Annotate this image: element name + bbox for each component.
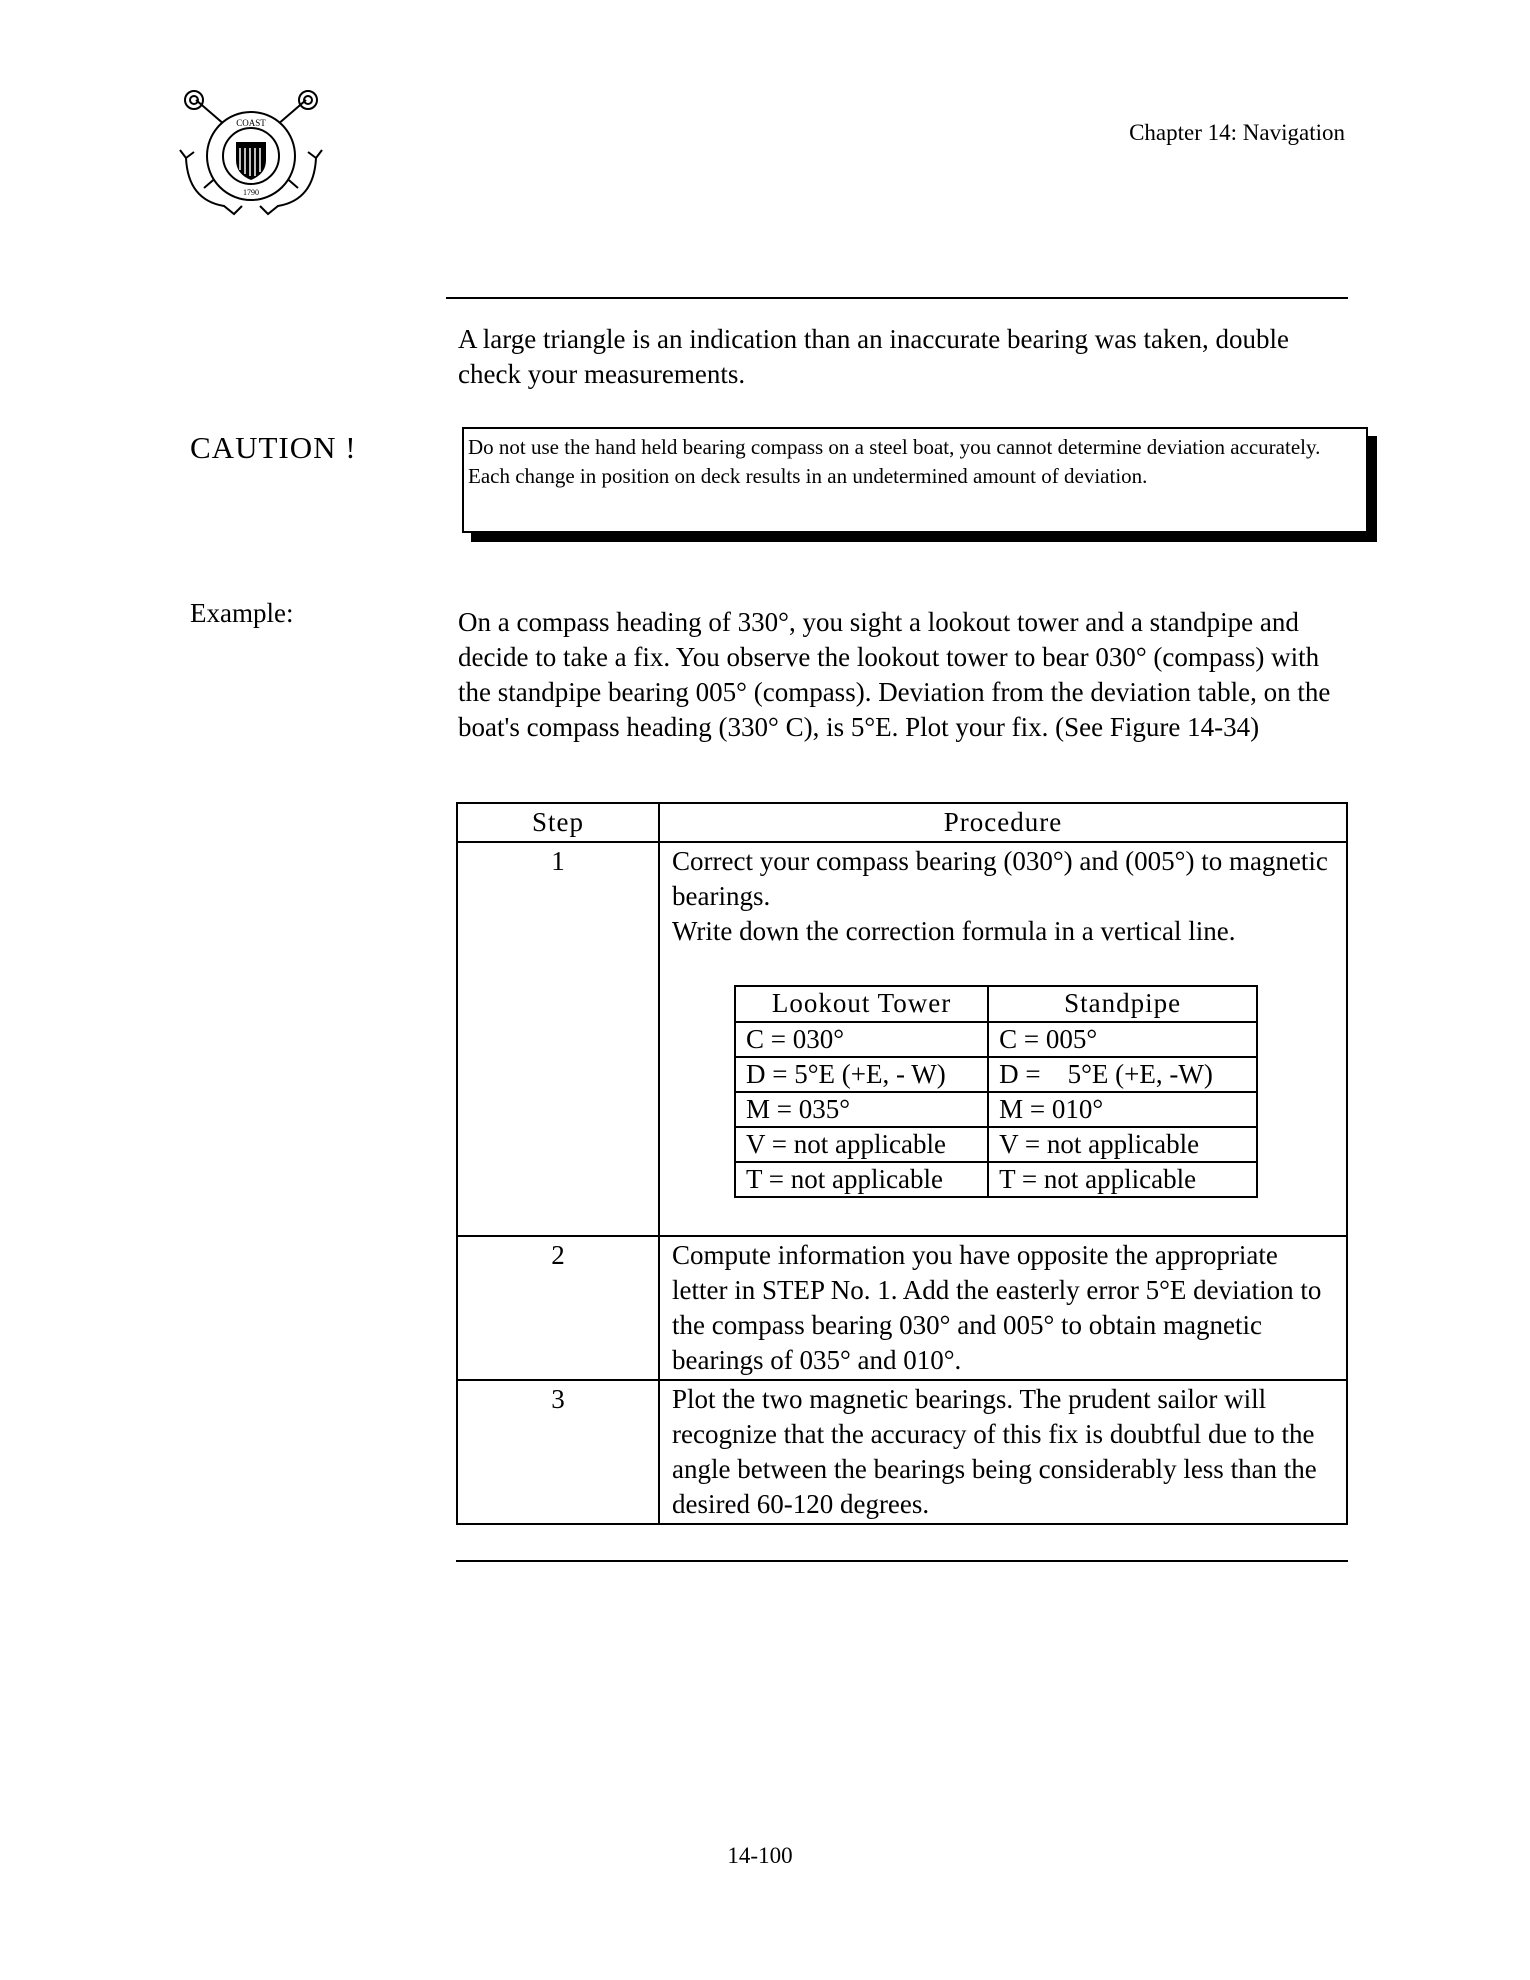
formula-row-t bbox=[735, 1162, 1257, 1197]
cell-standpipe-m: M = 010° bbox=[988, 1092, 1257, 1127]
table-row bbox=[457, 842, 1347, 1236]
cell-lookout-m: M = 035° bbox=[735, 1092, 988, 1127]
cell-lookout-v: V = not applicable bbox=[735, 1127, 988, 1162]
procedure-line: Correct your compass bearing (030°) and (005°) to magnetic bearings. bbox=[672, 846, 1328, 911]
intro-paragraph: A large triangle is an indication than an inaccurate bearing was taken, double check your measurements. bbox=[458, 324, 1289, 389]
cell-lookout-c: C = 030° bbox=[735, 1022, 988, 1057]
procedure-table bbox=[456, 802, 1348, 1525]
coast-guard-emblem-icon bbox=[178, 88, 324, 220]
svg-text:1790: 1790 bbox=[243, 188, 259, 197]
procedure-line: Write down the correction formula in a vertical line. bbox=[672, 916, 1236, 946]
header-standpipe: Standpipe bbox=[988, 986, 1257, 1022]
cell-lookout-t: T = not applicable bbox=[735, 1162, 988, 1197]
page-number: 14-100 bbox=[727, 1843, 793, 1868]
step-number: 2 bbox=[457, 1236, 659, 1380]
header-procedure: Procedure bbox=[659, 803, 1347, 842]
formula-row-c bbox=[735, 1022, 1257, 1057]
cell-standpipe-v: V = not applicable bbox=[988, 1127, 1257, 1162]
table-row bbox=[457, 1380, 1347, 1524]
step-procedure: Compute information you have opposite the appropriate letter in STEP No. 1. Add the easterly error 5°E deviation to the compass bearing 030° and 005° to obtain magnetic bearings of 035° and 010°. bbox=[659, 1236, 1347, 1380]
chapter-title: Chapter 14: Navigation bbox=[1129, 120, 1345, 145]
caution-text: Do not use the hand held bearing compass on a steel boat, you cannot determine deviation accurately. Each change in position on deck results in an undetermined amount of deviation. bbox=[468, 435, 1321, 488]
svg-text:COAST: COAST bbox=[236, 118, 266, 128]
cell-standpipe-c: C = 005° bbox=[988, 1022, 1257, 1057]
header-lookout-tower: Lookout Tower bbox=[735, 986, 988, 1022]
procedure-table-header bbox=[457, 803, 1347, 842]
step-number: 1 bbox=[457, 842, 659, 1236]
cell-standpipe-d: D = 5°E (+E, -W) bbox=[988, 1057, 1257, 1092]
step-procedure: Plot the two magnetic bearings. The prudent sailor will recognize that the accuracy of this fix is doubtful due to the angle between the bearings being considerably less than the desired 60-120 degrees. bbox=[659, 1380, 1347, 1524]
formula-row-d bbox=[735, 1057, 1257, 1092]
example-label: Example: bbox=[190, 598, 294, 628]
cell-standpipe-t: T = not applicable bbox=[988, 1162, 1257, 1197]
formula-row-v bbox=[735, 1127, 1257, 1162]
correction-formula-table bbox=[734, 985, 1258, 1198]
cell-lookout-d: D = 5°E (+E, - W) bbox=[735, 1057, 988, 1092]
table-row bbox=[457, 1236, 1347, 1380]
step-number: 3 bbox=[457, 1380, 659, 1524]
header-step: Step bbox=[457, 803, 659, 842]
caution-label: CAUTION ! bbox=[190, 430, 357, 465]
step-procedure bbox=[659, 842, 1347, 1236]
top-divider bbox=[446, 297, 1348, 299]
formula-row-m bbox=[735, 1092, 1257, 1127]
caution-box bbox=[462, 427, 1368, 533]
bottom-divider bbox=[456, 1560, 1348, 1562]
example-paragraph: On a compass heading of 330°, you sight a lookout tower and a standpipe and decide to take a fix. You observe the lookout tower to bear 030° (compass) with the standpipe bearing 005° (compass). Deviation from the deviation table, on the boat's compass heading (330° C), is 5°E. Plot your fix. (See Figure 14-34) bbox=[458, 607, 1331, 742]
